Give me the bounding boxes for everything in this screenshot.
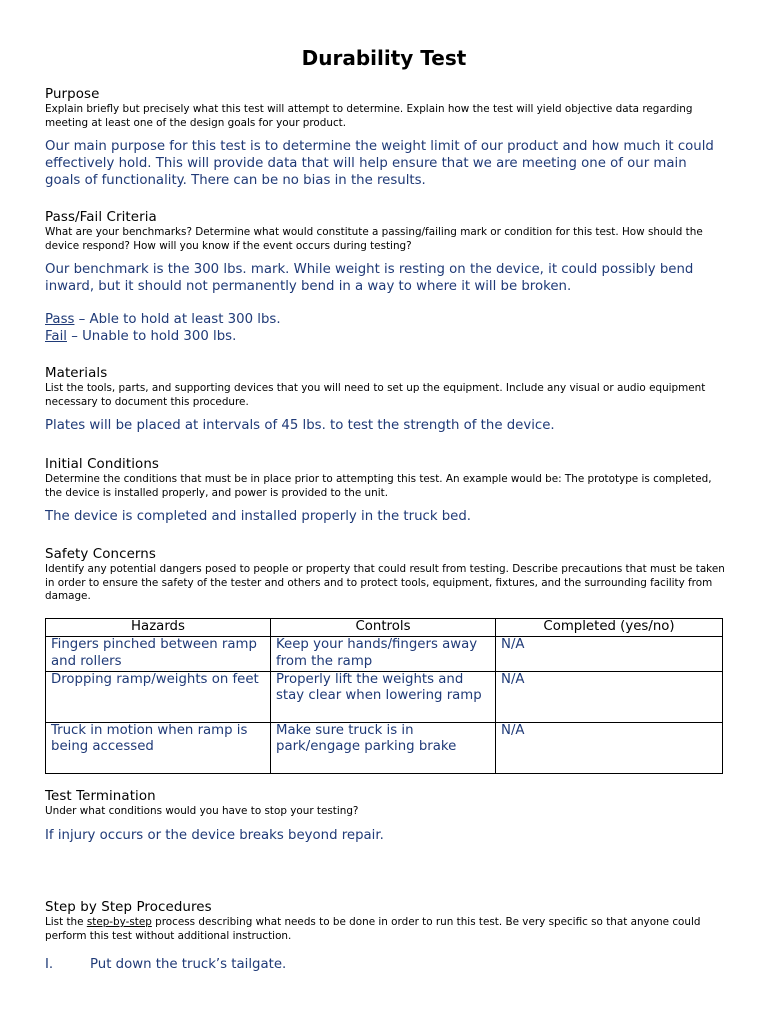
completed-cell: N/A: [496, 637, 723, 672]
fail-text: – Unable to hold 300 lbs.: [66, 328, 237, 344]
control-cell: Keep your hands/fingers away from the ramp: [271, 637, 496, 672]
safety-section: [45, 547, 725, 604]
table-row: [46, 637, 723, 672]
hazard-cell: Truck in motion when ramp is being accessed: [46, 722, 271, 773]
table-row: [46, 722, 723, 773]
table-row: [46, 671, 723, 722]
control-cell: Make sure truck is in park/engage parking brake: [271, 722, 496, 773]
procedures-heading: Step by Step Procedures: [45, 900, 212, 915]
criteria-heading: Pass/Fail Criteria: [45, 210, 157, 225]
criteria-section: [45, 210, 725, 345]
initial-instructions: Determine the conditions that must be in place prior to attempting this test. An example would be: The prototype is completed, the device is installed properly, and power is provided to the unit.: [45, 473, 712, 499]
header-hazards: Hazards: [46, 619, 271, 637]
completed-cell: N/A: [496, 671, 723, 722]
safety-instructions: Identify any potential dangers posed to people or property that could result from testing. Describe precautions that must be taken in order to ensure the safety of the tester and others and to protect tools, equipment, fixtures, and the surrounding facility from damage.: [45, 563, 725, 603]
criteria-answer: Our benchmark is the 300 lbs. mark. While weight is resting on the device, it could possibly bend inward, but it should not permanently bend in a way to where it will be broken.: [45, 262, 694, 294]
fail-label: Fail: [45, 328, 67, 344]
materials-section: [45, 366, 725, 435]
fail-line: [45, 329, 725, 346]
procedures-instructions: [45, 916, 725, 943]
procedures-instr-post: process describing what needs to be done in order to run this test. Be very specific so that anyone could perform this test without additional instruction.: [45, 916, 701, 942]
pass-text: – Able to hold at least 300 lbs.: [74, 311, 281, 327]
document-title: Durability Test: [301, 46, 467, 70]
termination-instructions: Under what conditions would you have to stop your testing?: [45, 805, 359, 817]
header-completed: Completed (yes/no): [496, 619, 723, 637]
pass-label: Pass: [45, 311, 75, 327]
materials-answer: Plates will be placed at intervals of 45 lbs. to test the strength of the device.: [45, 418, 555, 434]
procedures-instr-pre: List the: [45, 916, 87, 928]
control-cell: Properly lift the weights and stay clear when lowering ramp: [271, 671, 496, 722]
purpose-answer: Our main purpose for this test is to determine the weight limit of our product and how much it could effectively hold. This will provide data that will help ensure that we are meeting one of our main goals of functionality. There can be no bias in the results.: [45, 139, 714, 188]
completed-cell: N/A: [496, 722, 723, 773]
purpose-instructions: Explain briefly but precisely what this test will attempt to determine. Explain how the test will yield objective data regarding meeting at least one of the design goals for your product.: [45, 103, 693, 129]
header-controls: Controls: [271, 619, 496, 637]
materials-instructions: List the tools, parts, and supporting devices that you will need to set up the equipment. Include any visual or audio equipment necessary to document this procedure.: [45, 382, 706, 408]
initial-section: [45, 457, 725, 526]
materials-heading: Materials: [45, 366, 108, 381]
table-header-row: [46, 619, 723, 637]
step-number: I.: [45, 957, 54, 972]
termination-section: [45, 789, 725, 844]
initial-answer: The device is completed and installed properly in the truck bed.: [45, 509, 472, 525]
criteria-instructions: What are your benchmarks? Determine what would constitute a passing/failing mark or condition for this test. How should the device respond? How will you know if the event occurs during testing?: [45, 226, 703, 252]
purpose-heading: Purpose: [45, 87, 100, 102]
procedure-step: [45, 957, 286, 972]
hazards-table: [45, 618, 723, 774]
purpose-section: [45, 87, 725, 190]
pass-line: [45, 312, 725, 329]
termination-heading: Test Termination: [45, 789, 156, 804]
procedures-section: [45, 900, 725, 943]
step-by-step-link: step-by-step: [86, 916, 152, 928]
hazard-cell: Fingers pinched between ramp and rollers: [46, 637, 271, 672]
hazard-cell: Dropping ramp/weights on feet: [46, 671, 271, 722]
initial-heading: Initial Conditions: [45, 457, 159, 472]
termination-answer: If injury occurs or the device breaks beyond repair.: [45, 827, 384, 843]
safety-heading: Safety Concerns: [45, 547, 156, 562]
step-text: Put down the truck’s tailgate.: [90, 957, 287, 972]
